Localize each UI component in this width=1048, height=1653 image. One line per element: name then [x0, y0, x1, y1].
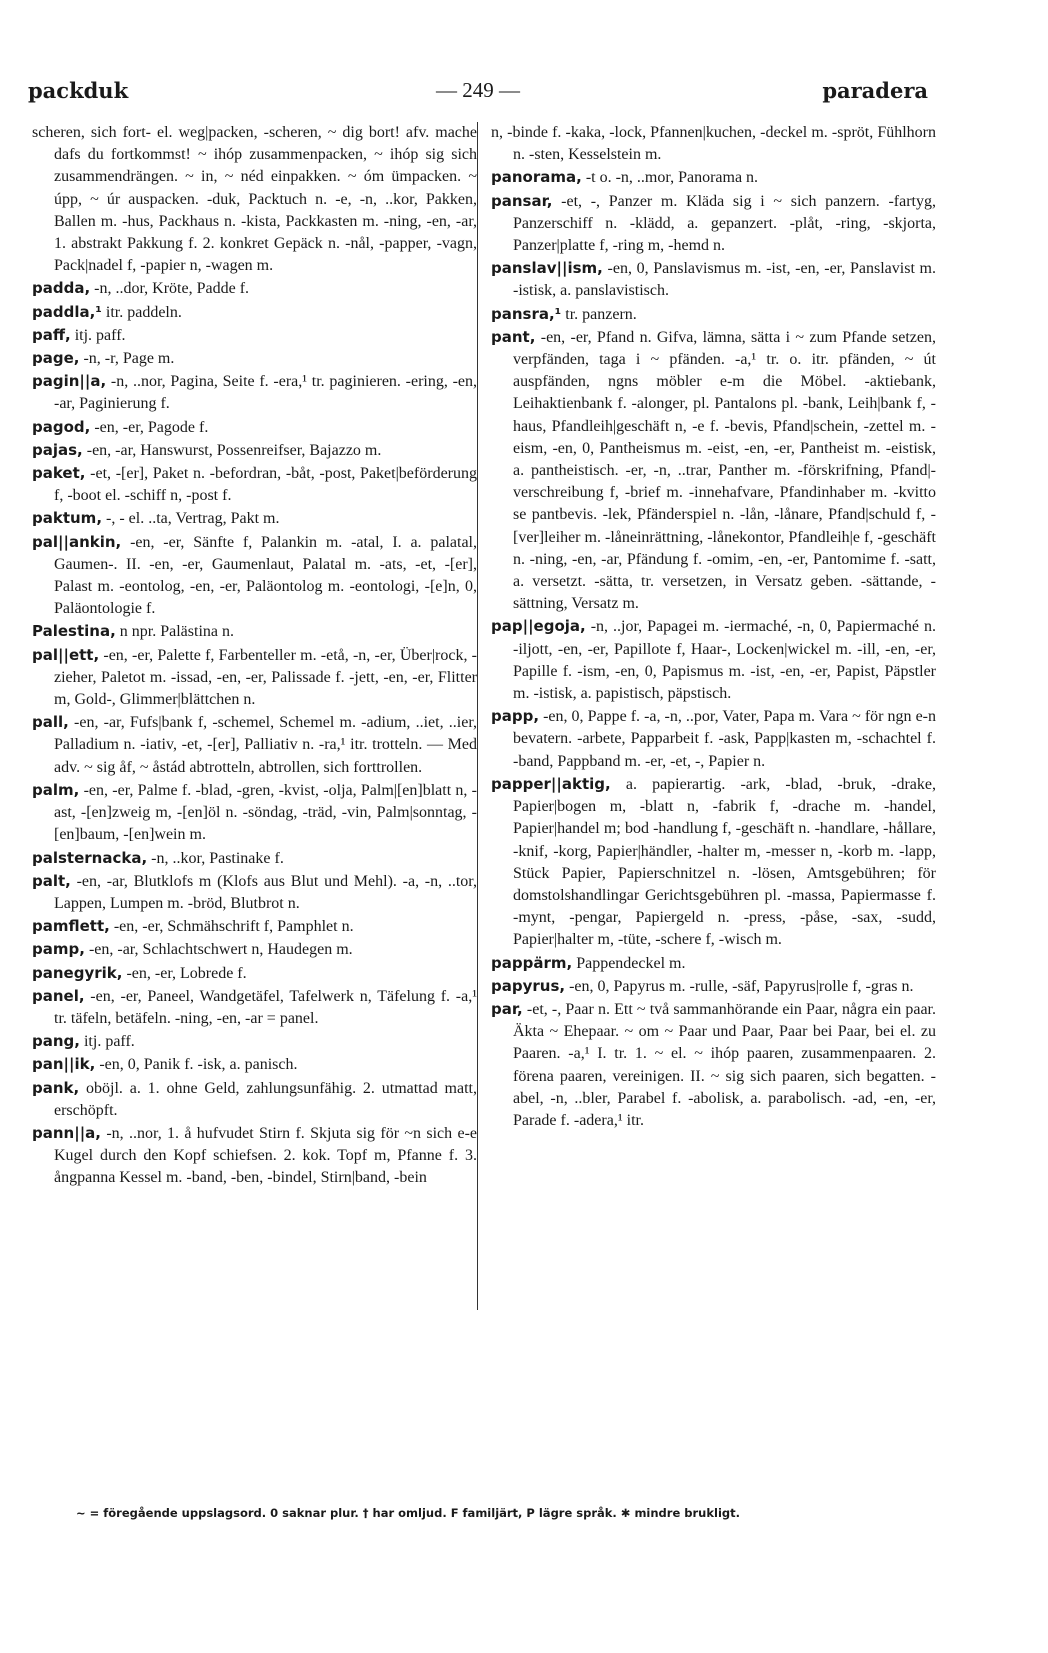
dictionary-entry	[32, 985, 477, 1030]
entry-definition: scheren, sich fort- el. weg|packen, -scheren, ~ dig bort! afv. mache dafs du fortkommst! ~ ihóp zusammenpacken, ~ ihóp sig sich zusammendrängen. ~ in, ~ néd einpakken. ~ óm ümpacken. ~ úpp, ~ úr auspacken. -duk, Packtuch n. -e, -n, ..kor, Pakken, Ballen m. -hus, Packhaus n. -kista, Packkasten m. -ning, -en, -ar, 1. abstrakt Pakkung f. 2. konkret Gepäck n. -nål, -papper, -vagn, Pack|nadel f, -papier n, -wagen m.	[32, 124, 477, 275]
entry-definition: -n, ..jor, Papagei m. -iermaché, -n, 0, Papiermaché n. -iljott, -en, -er, Papillote f, Haar-, Locken|wickel m. -ill, -en, -er, Papille f. -ism, -en, 0, Papismus m. -ist, -en, -er, Papist, Päpstler m. -istisk, a. papistisch, päpstisch.	[513, 618, 936, 703]
entry-definition: -et, -, Panzer m. Kläda sig i ~ sich panzern. -fartyg, Panzerschiff n. -klädd, a. gepanzert. -plåt, -ring, -skjorta, Panzer|platte f, -ring m, -hemd n.	[513, 192, 936, 255]
dictionary-entry	[32, 1077, 477, 1122]
entry-definition: -et, -, Paar n. Ett ~ två sammanhörande ein Paar, några ein paar. Äkta ~ Ehepaar. ~ om ~ Paar und Paar, Paar bei Paar, bei el. zu Paaren. -a,¹ I. tr. 1. ~ el. ~ ihóp paaren, zusammenpaaren. 2. förena paaren, vereinigen. II. ~ sig sich paaren, sich begatten. -abel, -n, ..bler, Parabel f. -abolisk, a. parabolisch. -ad, -en, -er, Parade f. -adera,¹ itr.	[513, 1000, 936, 1129]
entry-definition: -en, -ar, Hanswurst, Possenreifser, Bajazzo m.	[82, 441, 382, 459]
entry-headword: pansar,	[491, 191, 553, 210]
dictionary-entry	[491, 998, 936, 1132]
entry-headword: paket,	[32, 464, 86, 483]
entry-headword: panorama,	[491, 168, 582, 187]
dictionary-entry	[32, 915, 477, 938]
entry-headword: Palestina,	[32, 622, 116, 641]
dictionary-entry	[32, 507, 477, 530]
entry-headword: pansra,¹	[491, 304, 562, 323]
entry-headword: paktum,	[32, 509, 103, 528]
entry-definition: -en, -er, Lobrede f.	[122, 964, 247, 982]
entry-definition: -en, -ar, Blutklofs m (Klofs aus Blut und Mehl). -a, -n, ..tor, Lappen, Lumpen m. -bröd, Blutbrot n.	[54, 872, 477, 912]
dictionary-entry	[32, 1053, 477, 1076]
header-first-word: packduk	[28, 78, 129, 103]
entry-definition: n npr. Palästina n.	[115, 623, 234, 641]
dictionary-entry	[32, 711, 477, 779]
dictionary-entry	[491, 615, 936, 705]
entry-headword: pal||ett,	[32, 645, 100, 664]
entry-definition: -t o. -n, ..mor, Panorama n.	[581, 169, 759, 187]
entry-definition: -en, -er, Paneel, Wandgetäfel, Tafelwerk n, Täfelung f. -a,¹ tr. täfeln, betäfeln. -ning, -en, -ar = panel.	[54, 987, 477, 1027]
entry-definition: -n, ..dor, Kröte, Padde f.	[90, 280, 250, 298]
dictionary-entry	[32, 370, 477, 415]
entry-definition: -n, ..nor, 1. å hufvudet Stirn f. Skjuta sig för ~n sich e-e Kugel durch den Kopf schiefsen. 2. kok. Topf m, Pfanne f. 3. ångpanna Kessel m. -band, -ben, -bindel, Stirn|band, -bein	[54, 1124, 477, 1187]
entry-definition: -en, -ar, Schlachtschwert n, Haudegen m.	[84, 941, 353, 959]
dictionary-entry	[32, 439, 477, 462]
dictionary-entry	[32, 531, 477, 621]
entry-headword: pan||ik,	[32, 1055, 96, 1074]
column-divider	[477, 122, 478, 1310]
entry-definition: -n, -r, Page m.	[79, 350, 175, 368]
entry-headword: pamp,	[32, 940, 85, 959]
dictionary-entry	[491, 705, 936, 773]
entry-definition: -et, -[er], Paket n. -befordran, -båt, -post, Paket|beförderung f, -boot el. -schiff n, -post f.	[54, 465, 477, 505]
dictionary-entry	[491, 190, 936, 258]
left-column	[32, 122, 477, 1190]
dictionary-entry	[32, 324, 477, 347]
dictionary-entry	[491, 166, 936, 189]
dictionary-entry	[32, 644, 477, 712]
entry-headword: pagod,	[32, 417, 91, 436]
right-column	[491, 122, 936, 1132]
entry-definition: tr. panzern.	[561, 305, 637, 323]
dictionary-entry	[32, 620, 477, 643]
entry-headword: panegyrik,	[32, 963, 123, 982]
dictionary-entry	[491, 122, 936, 166]
dictionary-entry	[32, 462, 477, 507]
entry-headword: page,	[32, 349, 80, 368]
entry-headword: par,	[491, 999, 523, 1018]
entry-definition: -en, 0, Papyrus m. -rulle, -säf, Papyrus|rolle f, -gras n.	[565, 977, 914, 995]
entry-headword: pann||a,	[32, 1123, 101, 1142]
entry-headword: palt,	[32, 871, 71, 890]
entry-headword: padda,	[32, 279, 91, 298]
entry-definition: itj. paff.	[79, 1033, 135, 1051]
entry-headword: pant,	[491, 327, 536, 346]
dictionary-entry	[32, 277, 477, 300]
entry-definition: -en, -er, Palette f, Farbenteller m. -etå, -n, -er, Über|rock, -zieher, Paletot m. -issad, -en, -er, Palissade f. -jett, -en, -er, Flitter m, Gold-, Glimmer|blättchen n.	[54, 646, 477, 709]
entry-headword: papper||aktig,	[491, 774, 611, 793]
dictionary-entry	[491, 975, 936, 998]
entry-definition: -en, 0, Panslavismus m. -ist, -en, -er, Panslavist m. -istisk, a. panslavistisch.	[513, 260, 936, 300]
entry-definition: oböjl. a. 1. ohne Geld, zahlungsunfähig. 2. utmattad matt, erschöpft.	[54, 1079, 477, 1119]
entry-definition: -en, 0, Pappe f. -a, -n, ..por, Vater, Papa m. Vara ~ för ngn e-n bevatern. -arbete, Papparbeit f. -ask, Papp|kasten m, -schachtel f. -band, Pappband m. -er, -et, -, Papier n.	[513, 708, 936, 770]
entry-headword: pal||ankin,	[32, 532, 122, 551]
entry-definition: -, - el. ..ta, Vertrag, Pakt m.	[102, 510, 280, 528]
dictionary-entry	[32, 1030, 477, 1053]
entry-headword: pamflett,	[32, 917, 110, 936]
entry-headword: palm,	[32, 780, 80, 799]
dictionary-entry	[32, 1122, 477, 1190]
entry-definition: itj. paff.	[70, 326, 126, 344]
dictionary-entry	[491, 952, 936, 975]
entry-definition: -en, -er, Sänfte f, Palankin m. -atal, I. a. palatal, Gaumen-. II. -en, -er, Gaumenlaut, Palatal m. -ats, -et, -[er], Palast m. -eontolog, -en, -er, Paläontolog m. -eontologi, -[e]n, 0, Paläontologie f.	[54, 533, 477, 618]
dictionary-entry	[32, 301, 477, 324]
entry-headword: panslav||ism,	[491, 259, 603, 278]
entry-headword: pang,	[32, 1032, 80, 1051]
entry-headword: papyrus,	[491, 976, 566, 995]
entry-headword: paff,	[32, 325, 71, 344]
entry-headword: pagin||a,	[32, 372, 107, 391]
entry-definition: -en, -er, Pagode f.	[90, 418, 209, 436]
entry-definition: a. papierartig. -ark, -blad, -bruk, -drake, Papier|bogen m, -blatt n, -fabrik f, -drache m. -handel, Papier|handel m; bod -handlung f, -geschäft n. -handlare, -hållare, -knif, -korg, Papier|händler, -halter m, -messer n, -korb m. -lapp, Stück Papier, Papierschnitzel n. -lösen, Amtsgebühren; för domstolshandlingar Gerichtsgebühren pl. -massa, Papiermasse f. -mynt, -pengar, Papiergeld n. -press, -påse, -sax, -sudd, Papier|halter m, -tüte, -schere f, -wisch m.	[513, 775, 936, 949]
entry-definition: -en, -er, Schmähschrift f, Pamphlet n.	[109, 918, 354, 936]
entry-definition: n, -binde f. -kaka, -lock, Pfannen|kuchen, -deckel m. -spröt, Fühlhorn n. -sten, Kesselstein m.	[491, 124, 936, 164]
entry-definition: -n, ..kor, Pastinake f.	[147, 849, 284, 867]
entry-headword: pall,	[32, 713, 69, 732]
page-header	[28, 78, 928, 108]
header-last-word: paradera	[822, 78, 928, 103]
dictionary-entry	[491, 773, 936, 952]
dictionary-entry	[32, 962, 477, 985]
page-number: — 249 —	[436, 78, 520, 102]
entry-headword: pap||egoja,	[491, 617, 586, 636]
dictionary-entry	[32, 347, 477, 370]
dictionary-entry	[491, 303, 936, 326]
dictionary-entry	[32, 779, 477, 847]
entry-headword: palsternacka,	[32, 848, 148, 867]
dictionary-entry	[32, 938, 477, 961]
dictionary-entry	[32, 870, 477, 915]
entry-headword: papp,	[491, 707, 540, 726]
entry-headword: pank,	[32, 1078, 80, 1097]
entry-headword: paddla,¹	[32, 302, 102, 321]
dictionary-entry	[32, 416, 477, 439]
entry-headword: panel,	[32, 986, 85, 1005]
entry-definition: itr. paddeln.	[101, 303, 182, 321]
entry-definition: -n, ..nor, Pagina, Seite f. -era,¹ tr. paginieren. -ering, -en, -ar, Paginierung f.	[54, 373, 477, 413]
dictionary-entry	[491, 326, 936, 616]
abbreviation-legend: ~ = föregående uppslagsord. 0 saknar plur. † har omljud. F familjärt, P lägre språk. ✱ mindre brukligt.	[76, 1506, 740, 1520]
entry-definition: -en, -ar, Fufs|bank f, -schemel, Schemel m. -adium, ..iet, ..ier, Palladium n. -iativ, -et, -[er], Palliativ n. -ra,¹ itr. trotteln. — Med adv. ~ sig åf, ~ åstád abtrotteln, abtrollen, sich forttrollen.	[54, 714, 477, 776]
entry-headword: pajas,	[32, 440, 83, 459]
entry-definition: -en, -er, Pfand n. Gifva, lämna, sätta i ~ zum Pfande setzen, verpfänden, taga i ~ pfänden. -a,¹ tr. o. itr. pfänden, ~ út auspfänden, ngns möbler e-m die Möbel. -aktiebank, Leihaktienbank f. -alonger, pl. Pantalons pl. -bank, Leih|bank f, -haus, Pfandleih|geschäft n, -e f. -bevis, Pfand|schein, -zettel m. -eism, -en, 0, Pantheismus m. -eist, -en, -er, Pantheist m. -eistisk, a. pantheistisch. -er, -n, ..trar, Panther m. -förskrifning, Pfand|-verschreibung f, -brief m. -innehafvare, Pfandinhaber m. -kvitto se pantbevis. -lek, Pfänderspiel n. -lån, -lånare, Pfand|schuld f, -[ver]leiher m. -låneinrättning, -lånekontor, Pfandleih|e f, -geschäft n. -ning, -en, -ar, Pfändung f. -omim, -en, -er, Pantomime f. -satt, a. versetzt. -sätta, tr. versetzen, in Versatz geben. -sättande, -sättning, Versatz m.	[513, 328, 936, 613]
entry-definition: Pappendeckel m.	[572, 954, 686, 972]
entry-definition: -en, -er, Palme f. -blad, -gren, -kvist, -olja, Palm|[en]blatt n, -ast, -[en]zweig m, -[en]öl n. -söndag, -träd, -vin, Palm|sonntag, -[en]baum, -[en]wein m.	[54, 781, 477, 844]
dictionary-entry	[32, 122, 477, 277]
entry-definition: -en, 0, Panik f. -isk, a. panisch.	[95, 1056, 298, 1074]
dictionary-entry	[32, 847, 477, 870]
dictionary-entry	[491, 257, 936, 302]
entry-headword: pappärm,	[491, 953, 573, 972]
